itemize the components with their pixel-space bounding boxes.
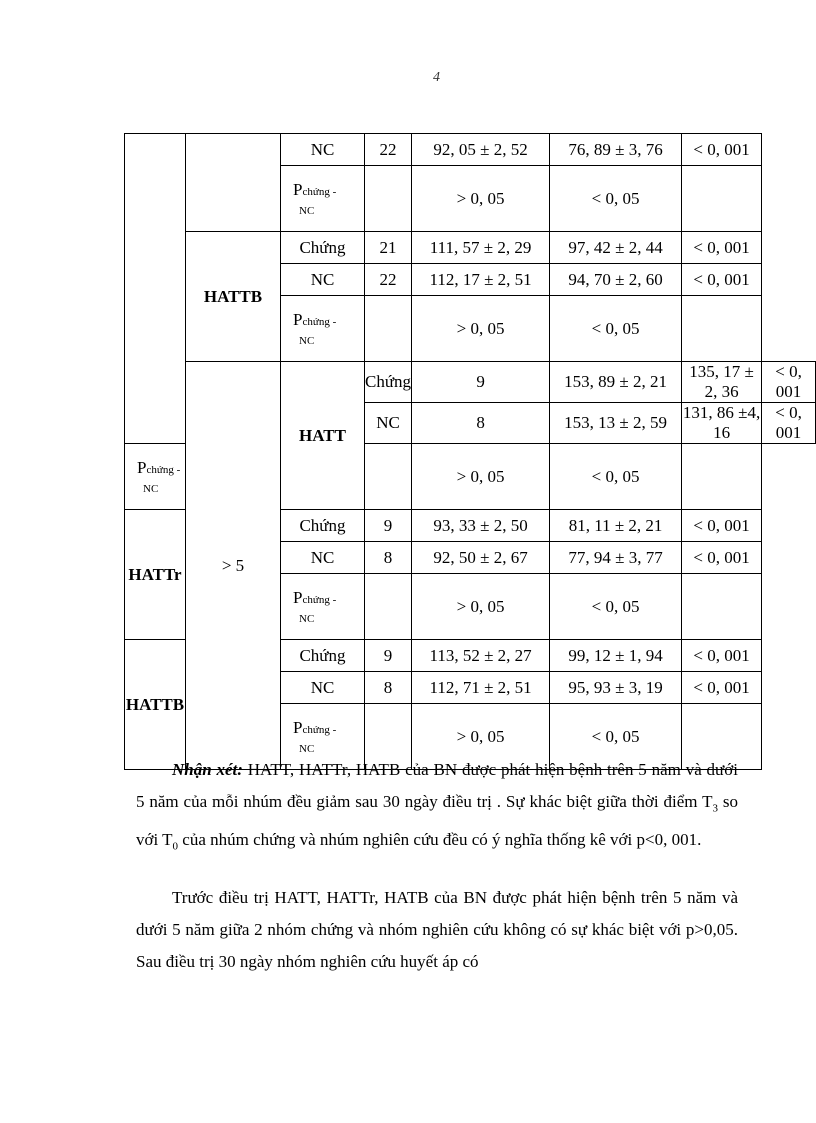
p-cell: < 0, 001 [762, 403, 816, 444]
p-cell: < 0, 001 [682, 510, 762, 542]
t0-cell: > 0, 05 [412, 704, 550, 770]
body-paragraph [136, 882, 738, 978]
remark-text-c: của nhúm chứng và nhúm nghiên cứu đều có ý nghĩa thống kê với p<0, 001. [178, 830, 702, 850]
t0-cell: 92, 50 ± 2, 67 [412, 542, 550, 574]
p-cell [682, 296, 762, 362]
t3-cell: 81, 11 ± 2, 21 [550, 510, 682, 542]
table-row [125, 362, 816, 403]
remark-paragraph [136, 754, 738, 863]
t3-cell: 99, 12 ± 1, 94 [550, 640, 682, 672]
n-cell: 8 [412, 403, 550, 444]
t0-cell: > 0, 05 [412, 444, 550, 510]
t0-cell: > 0, 05 [412, 574, 550, 640]
row-label: NC [281, 134, 365, 166]
p-cell [682, 444, 762, 510]
row-label-p: Pchứng - NC [125, 444, 186, 510]
t0-cell: 112, 17 ± 2, 51 [412, 264, 550, 296]
row-label: Chứng [281, 232, 365, 264]
p-cell [682, 574, 762, 640]
t3-cell: < 0, 05 [550, 444, 682, 510]
t3-cell: 77, 94 ± 3, 77 [550, 542, 682, 574]
row-label: NC [281, 264, 365, 296]
t0-cell: 93, 33 ± 2, 50 [412, 510, 550, 542]
p-cell: < 0, 001 [682, 232, 762, 264]
t0-cell: 153, 89 ± 2, 21 [550, 362, 682, 403]
n-cell [365, 444, 412, 510]
t3-cell: < 0, 05 [550, 166, 682, 232]
body-paragraph-text: Trước điều trị HATT, HATTr, HATB của BN được phát hiện bệnh trên 5 năm và dưới 5 năm giữa 2 nhóm chứng và nhóm nghiên cứu không có sự khác biệt với p>0,05. Sau điều trị 30 ngày nhóm nghiên cứu huyết áp có [136, 888, 738, 971]
n-cell: 22 [365, 264, 412, 296]
t3-cell: < 0, 05 [550, 296, 682, 362]
t3-cell: 76, 89 ± 3, 76 [550, 134, 682, 166]
row-label-p: Pchứng - NC [281, 296, 365, 362]
t3-cell: 97, 42 ± 2, 44 [550, 232, 682, 264]
t3-cell: 94, 70 ± 2, 60 [550, 264, 682, 296]
p-cell [682, 166, 762, 232]
p-cell: < 0, 001 [682, 134, 762, 166]
p-cell: < 0, 001 [682, 542, 762, 574]
indicator-cell-hattr: HATTr [125, 510, 186, 640]
row-label: Chứng [281, 510, 365, 542]
t0-cell: 92, 05 ± 2, 52 [412, 134, 550, 166]
n-cell: 22 [365, 134, 412, 166]
group-cell-gt5: > 5 [186, 362, 281, 770]
n-cell: 8 [365, 672, 412, 704]
row-label: NC [281, 542, 365, 574]
row-label-p: Pchứng - NC [281, 166, 365, 232]
remark-text-a: HATT, HATTr, HATB của BN được phát hiện bệnh trên 5 năm và dưới 5 năm của mỗi nhúm đều giảm sau 30 ngày điều trị . Sự khác biệt giữa thời điểm T [136, 760, 738, 811]
t3-cell: 95, 93 ± 3, 19 [550, 672, 682, 704]
indicator-cell-hatt: HATT [281, 362, 365, 510]
p-cell: < 0, 001 [682, 640, 762, 672]
row-label: Chứng [281, 640, 365, 672]
n-cell: 9 [365, 640, 412, 672]
row-label-p: Pchứng - NC [281, 704, 365, 770]
p-cell: < 0, 001 [682, 672, 762, 704]
t3-cell: < 0, 05 [550, 704, 682, 770]
n-cell [365, 296, 412, 362]
t3-cell: < 0, 05 [550, 574, 682, 640]
table-row [125, 134, 816, 166]
n-cell: 9 [365, 510, 412, 542]
indicator-cell-hattb-b: HATTB [125, 640, 186, 770]
t3-cell: 131, 86 ±4, 16 [682, 403, 761, 442]
t0-cell: > 0, 05 [412, 296, 550, 362]
remark-sub-b: 0 [172, 840, 179, 853]
t0-cell: 113, 52 ± 2, 27 [412, 640, 550, 672]
n-cell: 8 [365, 542, 412, 574]
t0-cell: 153, 13 ± 2, 59 [550, 403, 682, 444]
blood-pressure-table [124, 133, 816, 770]
n-cell [365, 574, 412, 640]
page-number: 4 [433, 70, 440, 85]
p-cell: < 0, 001 [682, 264, 762, 296]
t3-cell: 135, 17 ± 2, 36 [682, 362, 762, 403]
group-cell-le5 [125, 134, 186, 444]
n-cell: 21 [365, 232, 412, 264]
t0-cell: 112, 71 ± 2, 51 [412, 672, 550, 704]
row-label: Chứng [365, 362, 412, 403]
indicator-cell-hattb-a: HATTB [186, 232, 281, 362]
indicator-cell-hattr-a [186, 134, 281, 232]
t0-cell: 111, 57 ± 2, 29 [412, 232, 550, 264]
remark-text-b: so với T [136, 792, 738, 850]
table-row [125, 232, 816, 264]
remark-sub-a: 3 [712, 802, 718, 815]
row-label: NC [281, 672, 365, 704]
t0-cell: > 0, 05 [412, 166, 550, 232]
row-label-p: Pchứng - NC [281, 574, 365, 640]
row-label: NC [365, 403, 412, 444]
remark-lead: Nhận xét: [172, 760, 243, 779]
n-cell: 9 [412, 362, 550, 403]
p-cell: < 0, 001 [762, 362, 816, 403]
n-cell [365, 166, 412, 232]
